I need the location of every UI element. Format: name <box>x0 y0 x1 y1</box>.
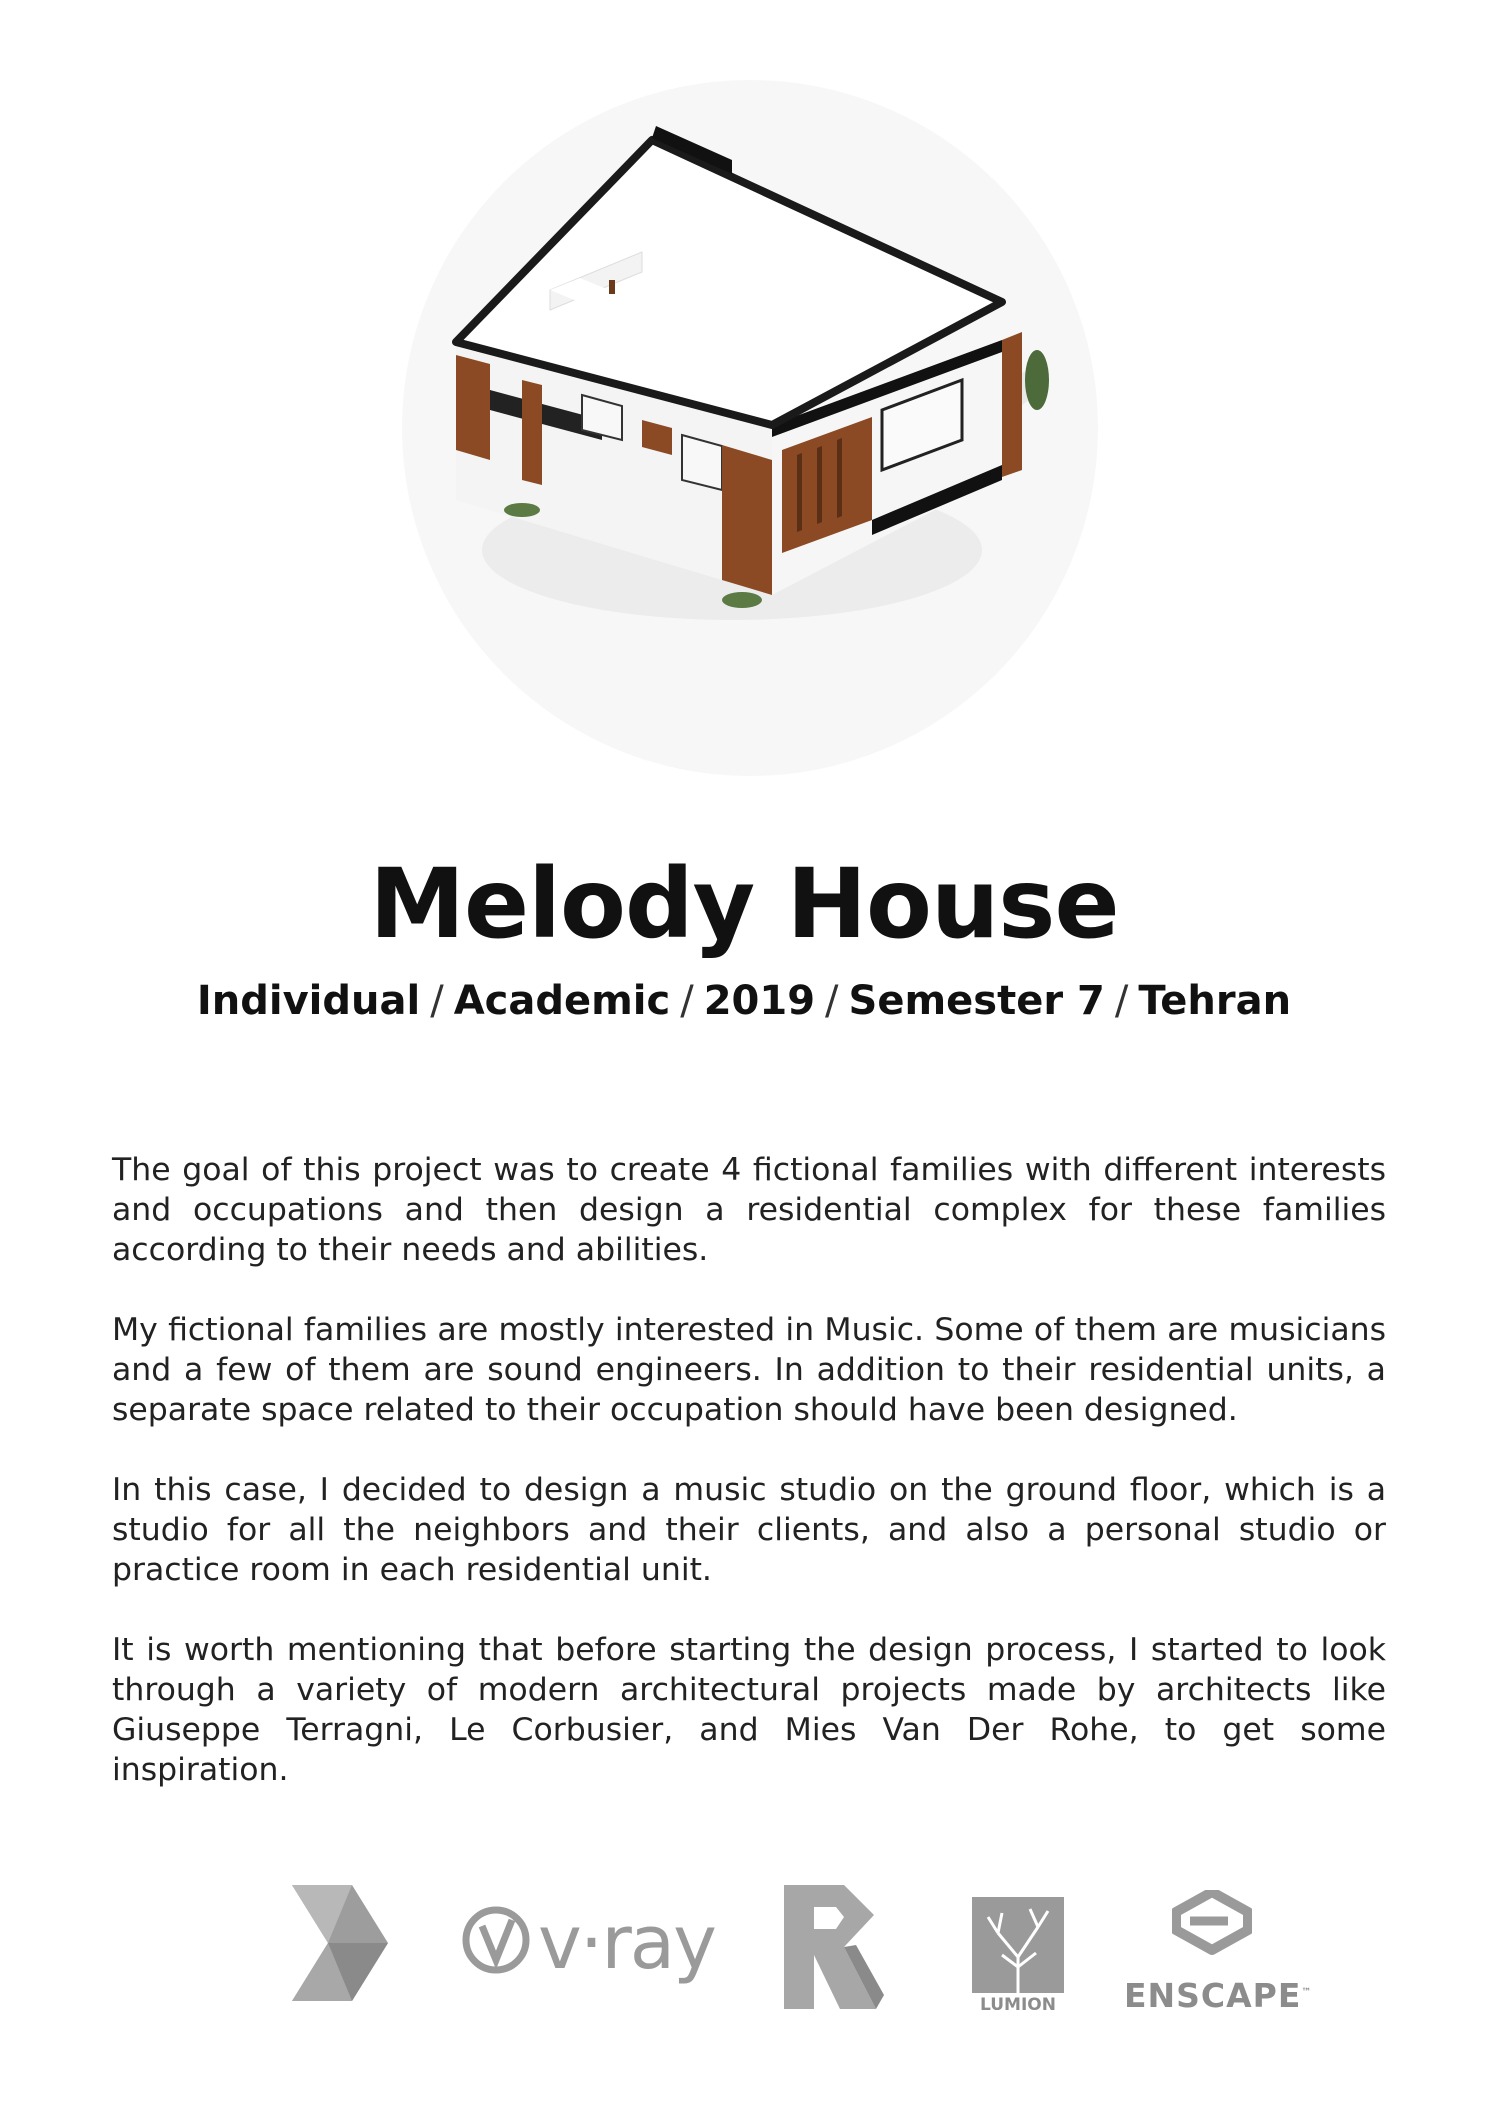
enscape-wordmark <box>1124 1976 1312 2015</box>
description-paragraph: The goal of this project was to create 4 fictional families with different interests and occupations and then design a residential complex for these families according to their needs and abilities. <box>112 1152 1386 1268</box>
enscape-trademark: ™ <box>1301 1987 1313 1998</box>
enscape-label: ENSCAPE <box>1124 1976 1302 2015</box>
building-axonometric-image <box>402 80 1098 776</box>
enscape-icon <box>1172 1890 1252 1970</box>
3ds-max-icon <box>292 1885 388 2001</box>
meta-separator: / <box>680 978 694 1024</box>
lumion-wordmark: LUMION <box>980 1995 1056 2015</box>
enscape-logo <box>1124 1890 1313 2015</box>
lumion-logo <box>972 1897 1064 2015</box>
meta-separator: / <box>430 978 444 1024</box>
project-title: Melody House <box>369 848 1119 960</box>
description-paragraph: My fictional families are mostly interested in Music. Some of them are musicians and a few of them are sound engineers. In addition to their residential units, a separate space related to their occupation should have been designed. <box>112 1312 1386 1428</box>
vray-wordmark: v·ray <box>538 1900 715 1986</box>
description-paragraph: It is worth mentioning that before starting the design process, I started to look through a variety of modern architectural projects made by architects like Giuseppe Terragni, Le Corbusier, and Mies Van Der Rohe, to get some inspiration. <box>112 1632 1386 1788</box>
meta-separator: / <box>825 978 839 1024</box>
meta-location: Tehran <box>1138 978 1292 1024</box>
meta-type: Individual <box>196 978 421 1024</box>
project-meta <box>0 978 1488 1024</box>
project-description <box>112 1150 1386 1830</box>
meta-separator: / <box>1114 978 1129 1024</box>
vray-logo <box>460 1890 722 1990</box>
description-paragraph: In this case, I decided to design a music studio on the ground floor, which is a studio for all the neighbors and their clients, and also a personal studio or practice room in each residential unit. <box>112 1472 1386 1588</box>
revit-icon <box>784 1885 884 2009</box>
meta-semester: Semester 7 <box>848 978 1105 1024</box>
vray-icon <box>460 1902 536 1992</box>
meta-category: Academic <box>453 978 671 1024</box>
software-logos <box>0 1875 1488 2015</box>
lumion-icon <box>972 1897 1064 1993</box>
meta-year: 2019 <box>703 978 816 1024</box>
